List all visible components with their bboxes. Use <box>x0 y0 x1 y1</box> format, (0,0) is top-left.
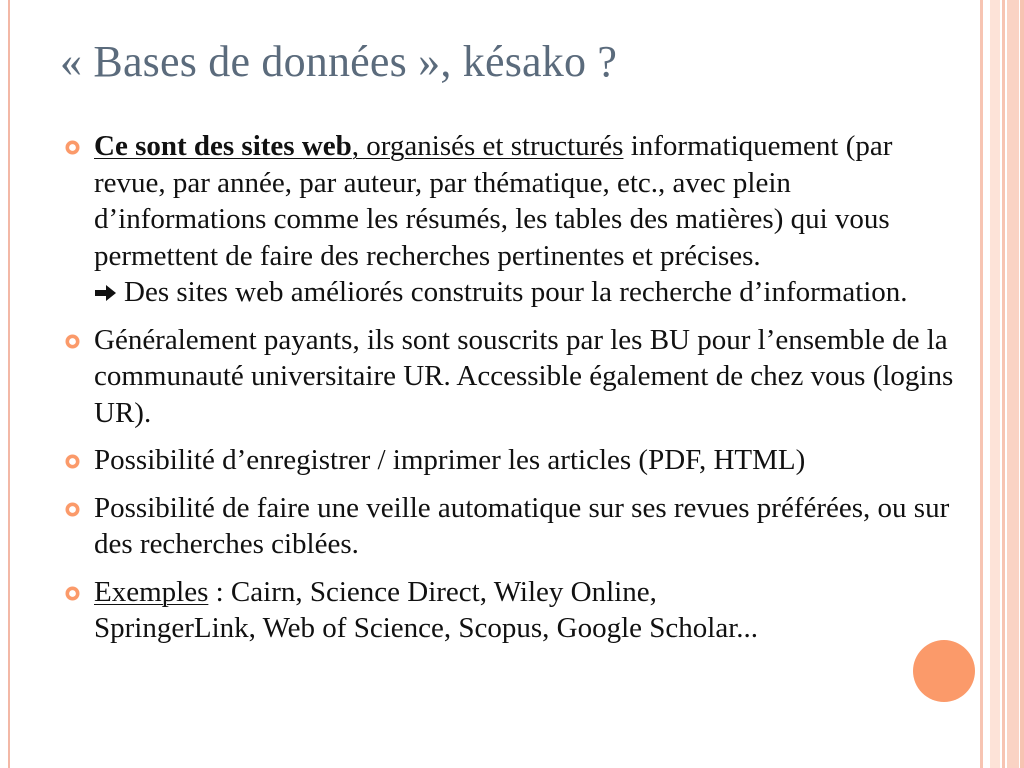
bullet-ring-icon <box>65 334 80 349</box>
bullet-item <box>62 490 962 563</box>
bullet-label-underlined: Exemples <box>94 575 209 608</box>
bullet-text: informatiquement (par revue, par année, par auteur, par thématique, etc., avec plein d’informations comme les résumés, les tables des matières) qui vous permettent de faire des recherches pertinentes et précises. <box>94 130 893 272</box>
bullet-text: : Cairn, Science Direct, Wiley Online, <box>208 575 657 608</box>
bullet-item <box>62 128 962 311</box>
bullet-ring-icon <box>65 140 80 155</box>
bullet-item <box>62 442 962 479</box>
bullet-ring-icon <box>65 502 80 517</box>
bullet-ring-icon <box>65 586 80 601</box>
bullet-continuation: SpringerLink, Web of Science, Scopus, Google Scholar... <box>94 612 759 644</box>
bullet-item <box>62 574 962 647</box>
bullet-list <box>62 128 962 658</box>
stripe <box>1007 0 1019 768</box>
stripe <box>980 0 983 768</box>
left-decorative-rule <box>8 0 10 768</box>
bullet-text: Possibilité d’enregistrer / imprimer les articles (PDF, HTML) <box>94 444 806 476</box>
bullet-lead-underlined: , organisés et structurés <box>351 130 624 162</box>
bullet-conclusion: Des sites web améliorés construits pour la recherche d’information. <box>124 276 908 308</box>
bullet-text: Généralement payants, ils sont souscrits par les BU pour l’ensemble de la communauté universitaire UR. Accessible également de chez vous (logins UR). <box>94 323 954 429</box>
bullet-text: Possibilité de faire une veille automatique sur ses revues préférées, ou sur des recherches ciblées. <box>94 491 950 560</box>
bullet-item <box>62 322 962 432</box>
bullet-lead-bold: Ce sont des sites web <box>94 130 352 162</box>
stripe <box>1020 0 1024 768</box>
stripe <box>1002 0 1005 768</box>
slide-title: « Bases de données », késako ? <box>60 37 618 86</box>
bullet-ring-icon <box>65 454 80 469</box>
arrow-right-icon <box>94 274 124 311</box>
stripe <box>990 0 1000 768</box>
right-decorative-stripes <box>980 0 1024 768</box>
